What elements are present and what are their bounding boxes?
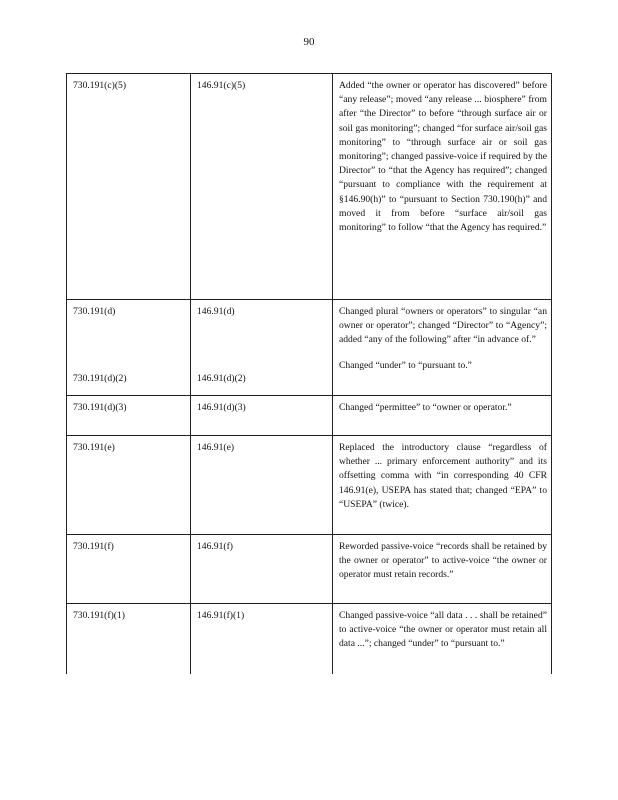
- illinois-section-cell: [67, 300, 191, 396]
- table-row: [67, 74, 552, 300]
- spacer: [197, 319, 328, 372]
- federal-section-cell: 146.91(d)(3): [191, 396, 333, 436]
- illinois-section: 730.191(d): [73, 306, 116, 317]
- illinois-section-cell: 730.191(d)(3): [67, 396, 191, 436]
- change-description-cell: Added “the owner or operator has discovered” before “any release”; moved “any release ... biosphere” from after “the Director” to before “through surface air or soil gas monitoring”; changed “for surface air/soil gas monitoring” to “through surface air or soil gas monitoring”; changed passive-voice if required by the Director” to “that the Agency has required”; changed “pursuant to compliance with the requirement at §146.90(h)” to “pursuant to Section 730.190(h)” and moved it from before “surface air/soil gas monitoring” to follow “that the Agency has required.”: [333, 74, 552, 300]
- spacer: [73, 319, 186, 372]
- federal-section: 146.91(d): [197, 306, 235, 317]
- page-number: 90: [303, 36, 315, 48]
- illinois-section-cell: 730.191(c)(5): [67, 74, 191, 300]
- federal-section-cell: 146.91(f)(1): [191, 604, 333, 674]
- change-description: Changed plural “owners or operators” to singular “an owner or operator”; changed “Director” to “Agency”; added “any of the following” after “in advance of.”: [339, 306, 547, 346]
- illinois-section-cell: 730.191(e): [67, 436, 191, 535]
- federal-section-cell: 146.91(c)(5): [191, 74, 333, 300]
- table-row: [67, 604, 552, 674]
- change-description-cell: Replaced the introductory clause “regardless of whether ... primary enforcement authority” and its offsetting comma with “in corresponding 40 CFR 146.91(e), USEPA has stated that; changed “EPA” to “USEPA” (twice).: [333, 436, 552, 535]
- federal-section-cell: 146.91(e): [191, 436, 333, 535]
- change-description-sub: Changed “under” to “pursuant to.”: [339, 359, 472, 371]
- cross-reference-table: [66, 73, 552, 674]
- federal-subsection: 146.91(d)(2): [197, 373, 246, 385]
- federal-section-cell: 146.91(f): [191, 535, 333, 604]
- table-row: [67, 436, 552, 535]
- illinois-section-cell: 730.191(f): [67, 535, 191, 604]
- illinois-section-cell: 730.191(f)(1): [67, 604, 191, 674]
- change-description-cell: Reworded passive-voice “records shall be retained by the owner or operator” to active-voice “the owner or operator must retain records.”: [333, 535, 552, 604]
- table-row: [67, 300, 552, 396]
- spacer: [339, 348, 547, 359]
- illinois-subsection: 730.191(d)(2): [73, 373, 127, 385]
- change-description-cell: [333, 300, 552, 396]
- table-row: [67, 535, 552, 604]
- change-description-cell: Changed passive-voice “all data . . . shall be retained” to active-voice “the owner or operator must retain all data ...”; changed “under” to “pursuant to.”: [333, 604, 552, 674]
- federal-section-cell: [191, 300, 333, 396]
- change-description-cell: Changed “permittee” to “owner or operator.”: [333, 396, 552, 436]
- table-row: [67, 396, 552, 436]
